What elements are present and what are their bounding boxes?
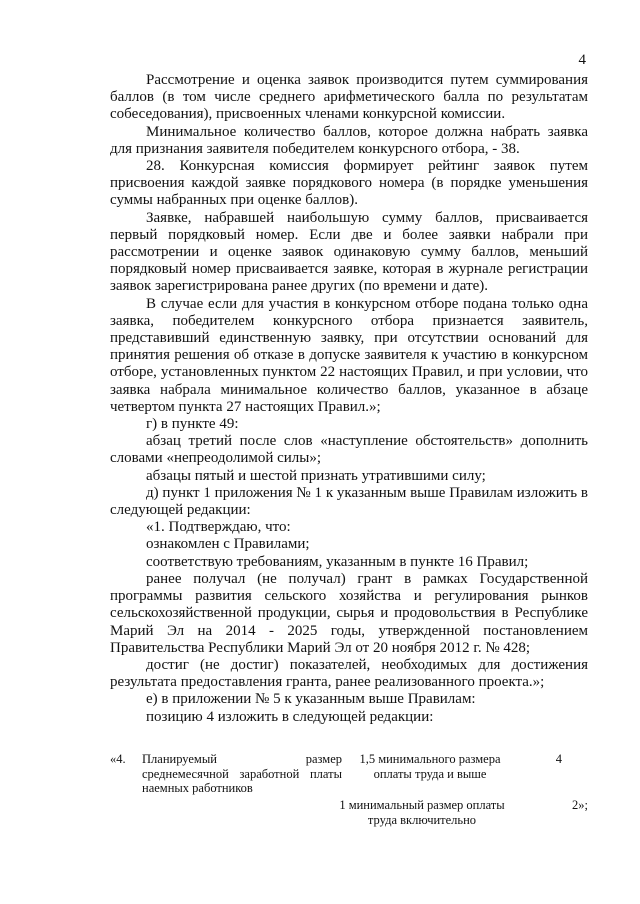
page-number: 4	[578, 52, 586, 68]
paragraph: позицию 4 изложить в следующей редакции:	[146, 708, 434, 725]
paragraph: достиг (не достиг) показателей, необходимых для достижения результата предоставления гранта, ранее реализованного проекта.»;	[110, 656, 588, 691]
paragraph: 28. Конкурсная комиссия формирует рейтинг заявок путем присвоения каждой заявке порядкового номера (в порядке уменьшения суммы набранных при оценке баллов).	[110, 158, 588, 209]
paragraph: д) пункт 1 приложения № 1 к указанным выше Правилам изложить в следующей редакции:	[110, 484, 588, 519]
paragraph: абзац третий после слов «наступление обстоятельств» дополнить словами «непреодолимой силы»;	[110, 433, 588, 467]
paragraph: Рассмотрение и оценка заявок производится путем суммирования баллов (в том числе среднего арифметического балла по результатам собеседования), присвоенных членами конкурсной комиссии.	[110, 72, 588, 123]
paragraph: Заявке, набравшей наибольшую сумму баллов, присваивается первый порядковый номер. Если две и более заявки набрали при рассмотрении и оценке заявок одинаковую сумму баллов, меньший порядковый номер присваивается заявке, которая в журнале регистрации заявок зарегистрирована ранее других (по времени и дате).	[110, 209, 588, 295]
paragraph: соответствую требованиям, указанным в пункте 16 Правил;	[146, 553, 529, 570]
paragraph: ранее получал (не получал) грант в рамках Государственной программы развития сельского хозяйства и регулирования рынков сельскохозяйственной продукции, сырья и продовольствия в Республике Марий Эл на 2014 - 2025 годы, утвержденной постановлением Правительства Республики Марий Эл от 20 ноября 2012 г. № 428;	[110, 570, 588, 656]
paragraph: Минимальное количество баллов, которое должна набрать заявка для признания заявителя победителем конкурсного отбора, - 38.	[110, 123, 588, 157]
position-number: «4.	[110, 752, 126, 766]
paragraph: «1. Подтверждаю, что:	[146, 519, 291, 536]
criterion-name-rest: среднемесячной заработной платы наемных работников	[142, 766, 342, 795]
criterion-score: 2»;	[572, 798, 588, 812]
paragraph: г) в пункте 49:	[146, 416, 239, 433]
paragraph: ознакомлен с Правилами;	[146, 536, 310, 553]
paragraph: е) в приложении № 5 к указанным выше Правилам:	[146, 691, 476, 708]
criterion-value: 1,5 минимального размера оплаты труда и выше	[359, 752, 501, 781]
document-body	[110, 72, 588, 726]
criterion-name-word: Планируемый	[142, 752, 217, 766]
criterion-name-word: размер	[305, 752, 342, 766]
criterion-value: 1 минимальный размер оплаты труда включительно	[339, 798, 505, 827]
criterion-name	[142, 752, 342, 796]
paragraph: абзацы пятый и шестой признать утратившими силу;	[146, 467, 486, 484]
paragraph: В случае если для участия в конкурсном отборе подана только одна заявка, победителем конкурсного отбора признается заявитель, представивший единственную заявку, при отсутствии оснований для принятия решения об отказе в допуске заявителя к участию в конкурсном отборе, установленных пунктом 22 настоящих Правил, и при условии, что заявка набрала минимальное количество баллов, указанное в абзаце четвертом пункта 27 настоящих Правил.»;	[110, 295, 588, 415]
criterion-score: 4	[555, 752, 562, 766]
